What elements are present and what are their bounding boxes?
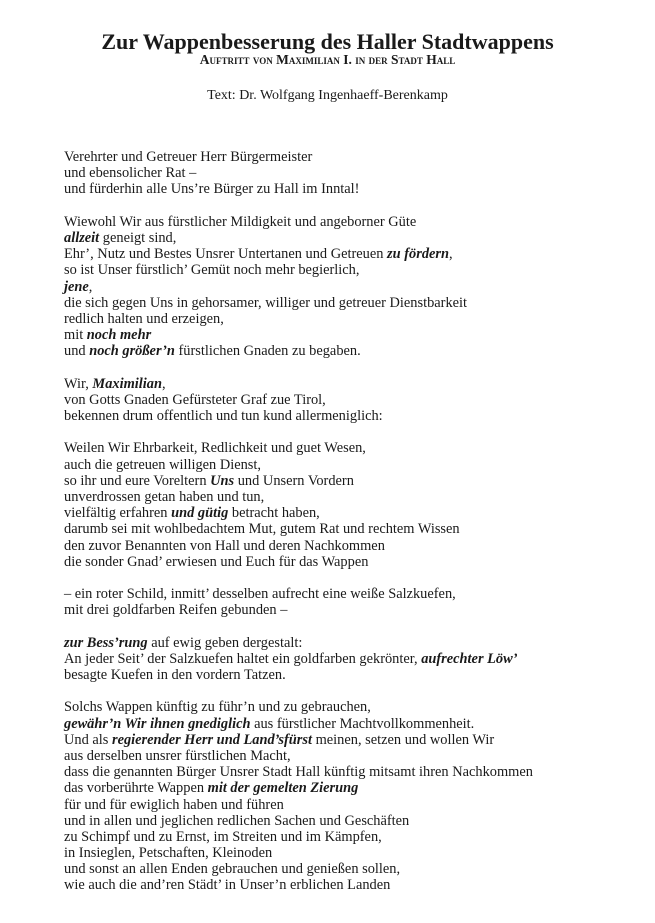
text-line [64,505,644,521]
text-line [64,327,644,343]
document-title: Zur Wappenbesserung des Haller Stadtwappens [101,29,554,54]
text-segment: darumb sei mit wohlbedachtem Mut, gutem Rat und rechtem Wissen [64,521,460,538]
text-segment: Wir, [64,375,93,392]
text-line [64,521,644,537]
text-line [64,457,644,473]
text-segment: und sonst an allen Enden gebrauchen und genießen sollen, [64,861,401,878]
text-segment: vielfältig erfahren [64,505,172,522]
text-segment: in Insieglen, Petschaften, Kleinoden [64,845,273,862]
paragraph [64,699,644,893]
text-line [64,586,644,602]
emphasized-text: aufrechter Löw’ [421,650,518,667]
text-line [64,651,644,667]
text-line [64,538,644,554]
paragraph [64,376,644,425]
paragraph [64,149,644,198]
text-line [64,699,644,715]
emphasized-text: allzeit [64,229,100,246]
text-line [64,279,644,295]
text-segment: Verehrter und Getreuer Herr Bürgermeister [64,149,313,165]
text-line [64,262,644,278]
text-line [64,376,644,392]
emphasized-text: mit der gemelten Zierung [207,780,359,797]
text-segment: und [64,343,90,360]
paragraph [64,635,644,684]
text-line [64,829,644,845]
text-segment: und Unsern Vordern [234,472,354,489]
text-line [64,343,644,359]
text-segment: betracht haben, [228,505,320,522]
text-segment: dass die genannten Bürger Unsrer Stadt Hall künftig mitsamt ihren Nachkommen [64,764,533,781]
text-line [64,554,644,570]
text-segment: für und für ewiglich haben und führen [64,796,284,813]
emphasized-text: gewähr’n Wir ihnen gnediglich [64,715,251,732]
text-segment: unverdrossen getan haben und tun, [64,488,265,505]
text-line [64,861,644,877]
document-body [64,149,644,910]
text-line [64,295,644,311]
emphasized-text: jene [64,278,89,295]
text-segment: Ehr’, Nutz und Bestes Unsrer Untertanen und Getreuen [64,246,388,263]
text-line [64,602,644,618]
text-segment: , [88,278,93,295]
text-segment: besagte Kuefen in den vordern Tatzen. [64,667,286,683]
text-segment: geneigt sind, [99,229,177,246]
text-line [64,635,644,651]
text-segment: meinen, setzen und wollen Wir [312,731,495,748]
text-segment: Solchs Wappen künftig zu führ’n und zu gebrauchen, [64,699,371,716]
emphasized-text: regierender Herr und Land’sfürst [111,731,312,748]
text-line [64,780,644,796]
text-line [64,165,644,181]
text-line [64,214,644,230]
text-segment: wie auch die and’ren Städt’ in Unser’n erblichen Landen [64,877,391,894]
text-line [64,408,644,424]
paragraph [64,440,644,570]
text-segment: die sich gegen Uns in gehorsamer, williger und getreuer Dienstbarkeit [64,294,468,311]
text-segment: fürstlichen Gnaden zu begaben. [174,343,361,360]
text-line [64,732,644,748]
text-segment: und in allen und jeglichen redlichen Sachen und Geschäften [64,812,410,829]
author-line: Text: Dr. Wolfgang Ingenhaeff-Berenkamp [207,88,448,103]
text-line [64,149,644,165]
text-segment: – ein roter Schild, inmitt’ desselben aufrecht eine weiße Salzkuefen, [64,586,456,603]
paragraph [64,586,644,618]
text-segment: von Gotts Gnaden Gefürsteter Graf zue Tirol, [64,391,326,408]
paragraph [64,214,644,360]
text-line [64,877,644,893]
text-segment: aus derselben unsrer fürstlichen Macht, [64,747,291,764]
text-line [64,489,644,505]
emphasized-text: Maximilian [92,375,162,392]
text-segment: , [449,246,453,263]
text-line [64,797,644,813]
emphasized-text: noch größer’n [89,343,175,360]
text-segment: die sonder Gnad’ erwiesen und Euch für das Wappen [64,553,369,570]
text-line [64,473,644,489]
text-segment: auf ewig geben dergestalt: [147,634,303,651]
text-segment: mit [64,327,87,344]
emphasized-text: und gütig [171,505,229,522]
text-line [64,748,644,764]
text-segment: zu Schimpf und zu Ernst, im Streiten und im Kämpfen, [64,828,382,845]
text-line [64,764,644,780]
text-segment: bekennen drum offentlich und tun kund allermeniglich: [64,408,383,424]
text-segment: Und als [64,731,112,748]
text-line [64,440,644,456]
text-segment: den zuvor Benannten von Hall und deren Nachkommen [64,537,385,554]
text-segment: das vorberührte Wappen [64,780,208,797]
text-segment: auch die getreuen willigen Dienst, [64,456,262,473]
emphasized-text: noch mehr [86,327,152,344]
text-segment: so ihr und eure Voreltern [64,472,211,489]
text-line [64,392,644,408]
text-line [64,230,644,246]
text-line [64,813,644,829]
document-subtitle: Auftritt von Maximilian I. in der Stadt Hall [199,52,456,67]
text-segment: so ist Unser fürstlich’ Gemüt noch mehr begierlich, [64,262,360,279]
text-line [64,667,644,683]
emphasized-text: Uns [210,472,235,489]
text-line [64,311,644,327]
emphasized-text: zu fördern [387,246,450,263]
text-segment: und fürderhin alle Uns’re Bürger zu Hall im Inntal! [64,181,360,198]
text-segment: aus fürstlicher Machtvollkommenheit. [250,715,475,732]
text-segment: und ebensolicher Rat – [64,165,197,182]
text-segment: redlich halten und erzeigen, [64,310,224,327]
text-line [64,181,644,197]
emphasized-text: zur Bess’rung [64,634,148,651]
text-segment: An jeder Seit’ der Salzkuefen haltet ein goldfarben gekrönter, [64,650,422,667]
text-segment: mit drei goldfarben Reifen gebunden – [64,602,288,619]
text-line [64,246,644,262]
text-line [64,845,644,861]
text-segment: Weilen Wir Ehrbarkeit, Redlichkeit und guet Wesen, [64,440,366,457]
text-segment: , [162,375,166,392]
text-line [64,716,644,732]
text-segment: Wiewohl Wir aus fürstlicher Mildigkeit und angeborner Güte [64,213,417,230]
